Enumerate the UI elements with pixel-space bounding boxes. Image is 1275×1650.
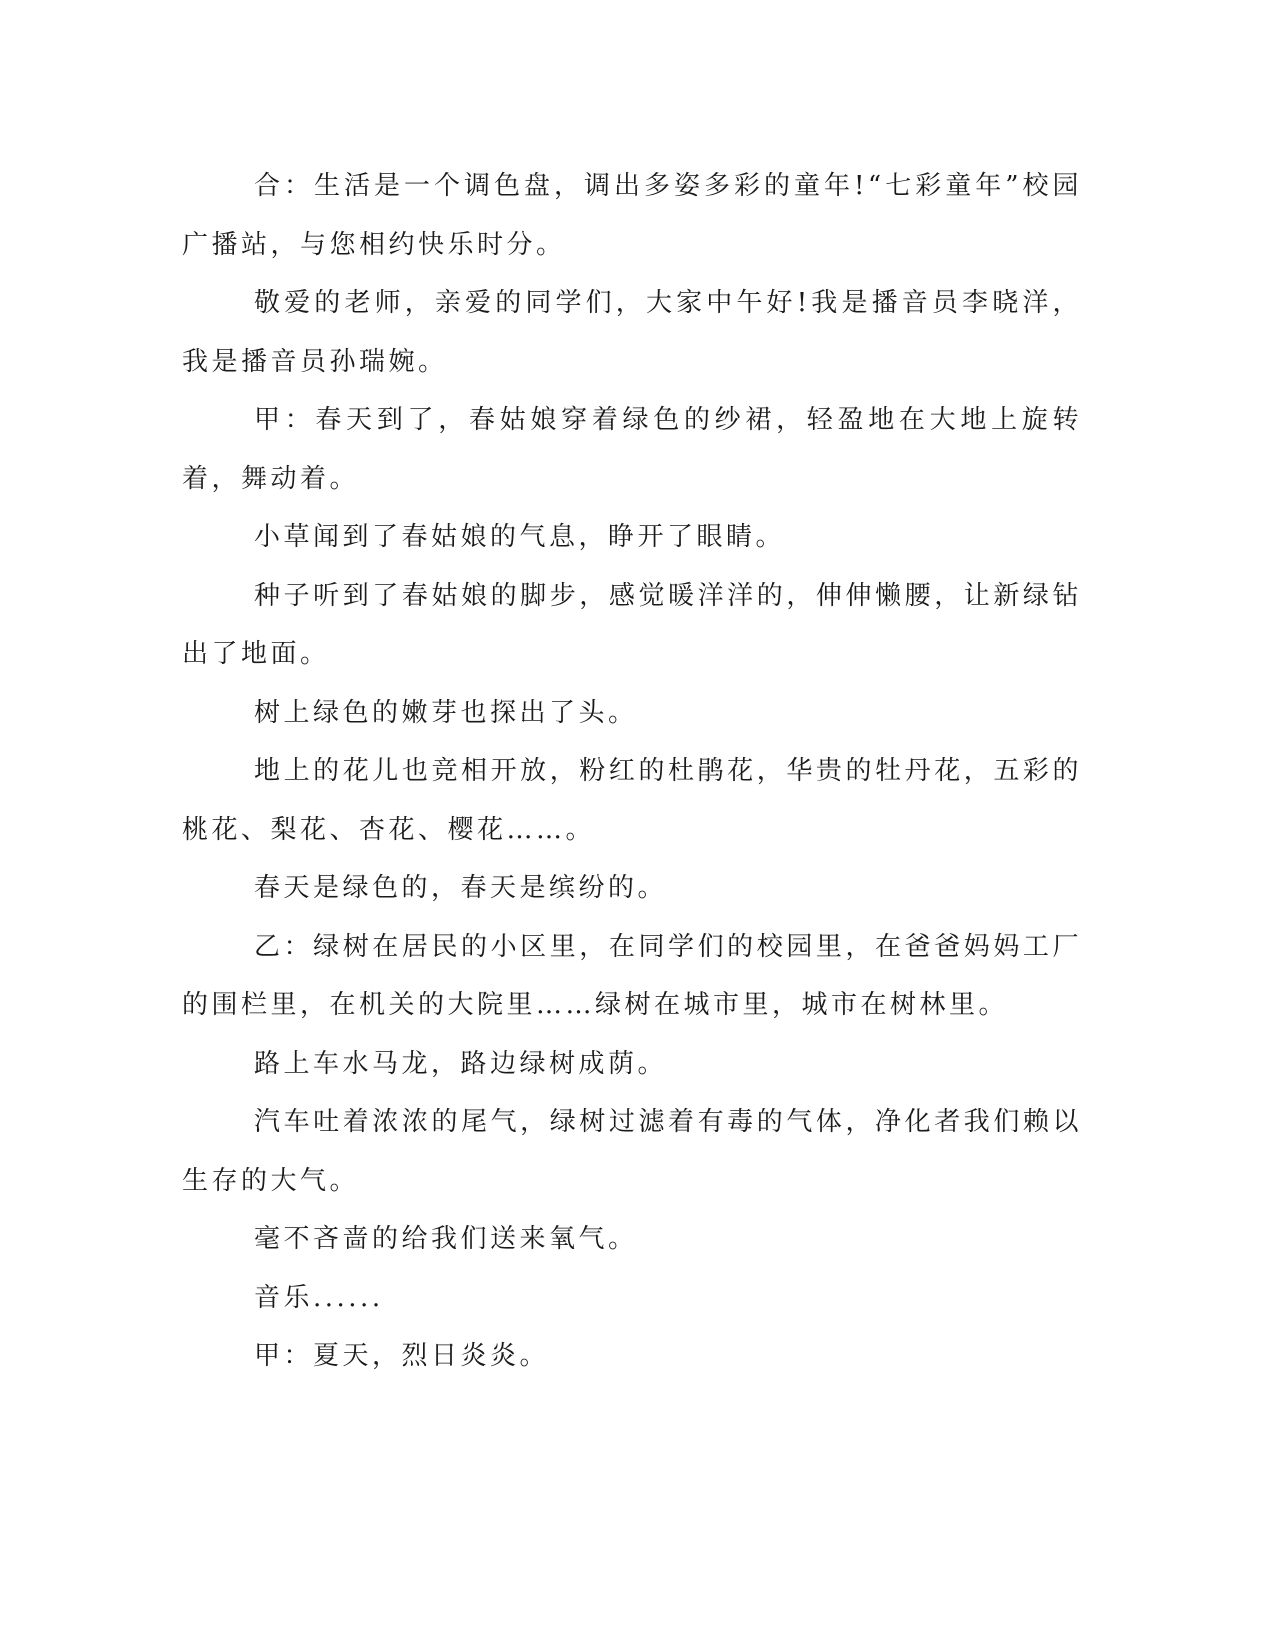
paragraph: 音乐...... — [254, 1282, 384, 1313]
paragraph: 甲：夏天，烈日炎炎。 — [254, 1341, 550, 1371]
document-body — [182, 157, 1082, 1386]
paragraph: 树上绿色的嫩芽也探出了头。 — [254, 697, 638, 728]
paragraph: 乙：绿树在居民的小区里，在同学们的校园里，在爸爸妈妈工厂的围栏里，在机关的大院里……绿树在城市里，城市在树林里。 — [182, 931, 1082, 1020]
paragraph: 春天是绿色的，春天是缤纷的。 — [254, 873, 668, 903]
paragraph: 敬爱的老师，亲爱的同学们，大家中午好!我是播音员李晓洋，我是播音员孙瑞婉。 — [182, 288, 1082, 377]
paragraph: 汽车吐着浓浓的尾气，绿树过滤着有毒的气体，净化者我们赖以生存的大气。 — [182, 1107, 1082, 1196]
paragraph: 路上车水马龙，路边绿树成荫。 — [254, 1048, 668, 1079]
paragraph: 合：生活是一个调色盘，调出多姿多彩的童年!“七彩童年”校园广播站，与您相约快乐时分。 — [182, 171, 1082, 260]
paragraph: 甲：春天到了，春姑娘穿着绿色的纱裙，轻盈地在大地上旋转着，舞动着。 — [182, 405, 1082, 494]
paragraph: 地上的花儿也竞相开放，粉红的杜鹃花，华贵的牡丹花，五彩的桃花、梨花、杏花、樱花……。 — [182, 756, 1082, 845]
paragraph: 毫不吝啬的给我们送来氧气。 — [254, 1224, 638, 1254]
paragraph: 种子听到了春姑娘的脚步，感觉暖洋洋的，伸伸懒腰，让新绿钻出了地面。 — [182, 580, 1082, 669]
paragraph: 小草闻到了春姑娘的气息，睁开了眼睛。 — [254, 522, 786, 552]
